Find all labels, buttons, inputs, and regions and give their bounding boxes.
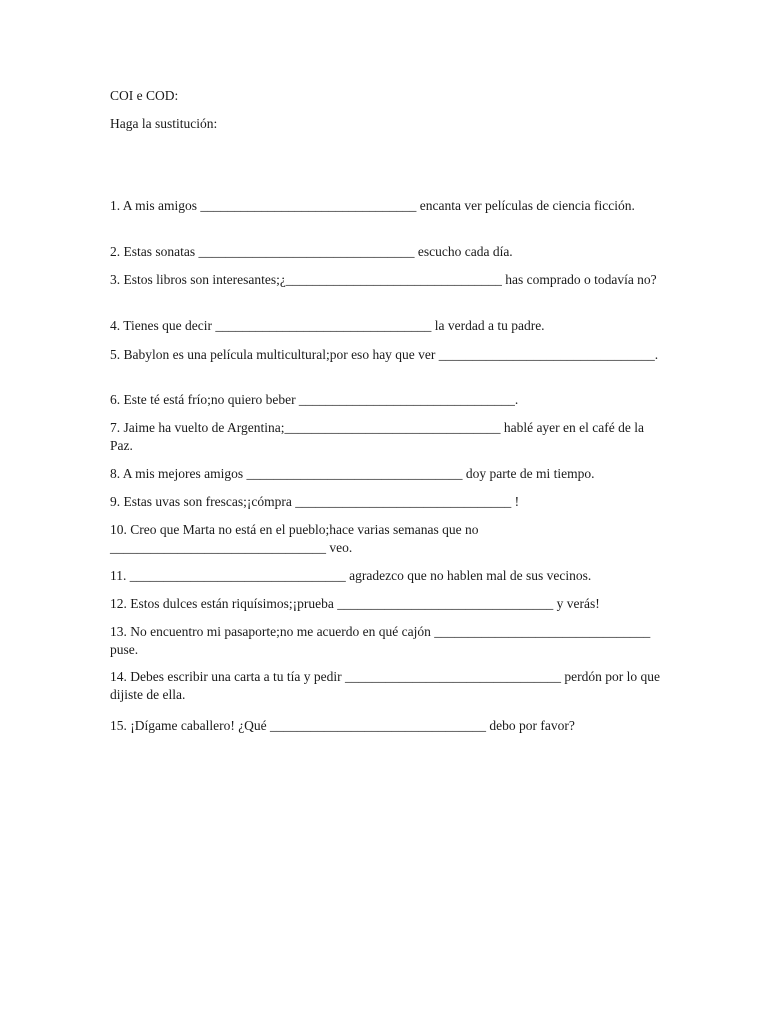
document-title: COI e COD:	[110, 88, 179, 103]
exercise-item-3: 3. Estos libros son interesantes;¿________________________________ has comprado o todavía no?	[110, 272, 657, 287]
exercise-item-12: 12. Estos dulces están riquísimos;¡prueba ________________________________ y verás!	[110, 596, 600, 611]
exercise-item-9: 9. Estas uvas son frescas;¡cómpra ________________________________ !	[110, 494, 520, 509]
exercise-item-14: 14. Debes escribir una carta a tu tía y pedir ________________________________ perdón por lo que dijiste de ella.	[110, 669, 664, 702]
exercise-item-15: 15. ¡Dígame caballero! ¿Qué ________________________________ debo por favor?	[110, 718, 575, 733]
exercise-item-4: 4. Tienes que decir ________________________________ la verdad a tu padre.	[110, 318, 545, 333]
exercise-item-1: 1. A mis amigos ________________________________ encanta ver películas de ciencia ficción.	[110, 198, 635, 213]
exercise-item-10: 10. Creo que Marta no está en el pueblo;hace varias semanas que no ________________________________ veo.	[110, 522, 482, 555]
exercise-item-6: 6. Este té está frío;no quiero beber ________________________________.	[110, 392, 519, 407]
exercise-item-11: 11. ________________________________ agradezco que no hablen mal de sus vecinos.	[110, 568, 592, 583]
exercise-item-7: 7. Jaime ha vuelto de Argentina;________________________________ hablé ayer en el café de la Paz.	[110, 420, 648, 453]
exercise-item-8: 8. A mis mejores amigos ________________________________ doy parte de mi tiempo.	[110, 466, 595, 481]
exercise-item-5: 5. Babylon es una película multicultural;por eso hay que ver ________________________________.	[110, 347, 659, 362]
exercise-item-2: 2. Estas sonatas ________________________________ escucho cada día.	[110, 244, 513, 259]
instruction-text: Haga la sustitución:	[110, 116, 218, 131]
exercise-item-13: 13. No encuentro mi pasaporte;no me acuerdo en qué cajón ________________________________ puse.	[110, 624, 654, 657]
